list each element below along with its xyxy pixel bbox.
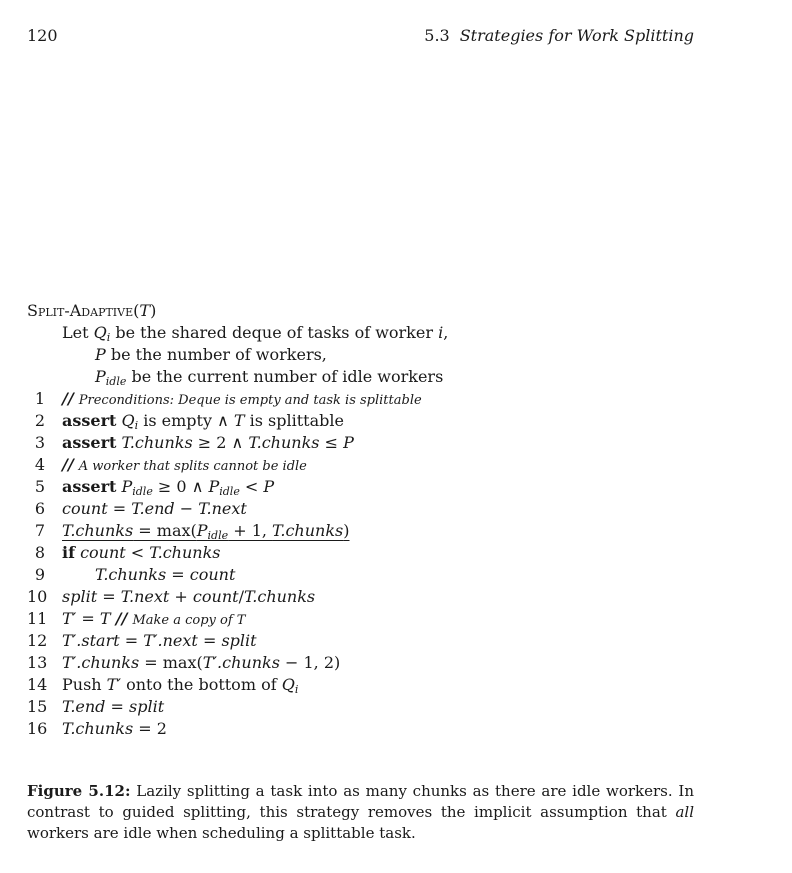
code-line-16: 16 T.chunks = 2	[27, 719, 167, 738]
running-head	[424, 26, 694, 45]
figure-caption	[27, 781, 694, 844]
line-number: 16	[27, 719, 48, 738]
line-number: 5	[34, 477, 45, 496]
code-line-11: 11 T′ = T // Make a copy of T	[27, 609, 246, 628]
caption-label: Figure 5.12:	[27, 782, 131, 800]
line-number: 15	[27, 697, 48, 716]
line-number: 9	[34, 565, 45, 584]
algorithm-name: Split-Adaptive	[27, 301, 134, 320]
code-line-12: 12 T′.start = T′.next = split	[27, 631, 257, 650]
line-number: 7	[34, 521, 45, 540]
code-line-9: 9 T.chunks = count	[27, 564, 707, 586]
line-number: 1	[34, 389, 45, 408]
code-line-1: 1 // Preconditions: Deque is empty and task is splittable	[27, 388, 707, 410]
code-line-6: 6 count = T.end − T.next	[27, 498, 707, 520]
code-line-8: 8 if count < T.chunks	[27, 542, 707, 564]
code-line-2: 2 assert $Q_i$ is empty ∧ T is splittable	[27, 410, 707, 432]
line-number: 6	[34, 499, 45, 518]
code-line-14: 14 Push T′ onto the bottom of $Q_i$	[27, 675, 299, 696]
code-line-4: 4 // A worker that splits cannot be idle	[27, 454, 707, 476]
line-number: 2	[34, 411, 45, 430]
code-line-5: 5 assert $P_{idle} \ge 0$ ∧ $P_{idle} < P$	[27, 476, 707, 498]
code-line-15: 15 T.end = split	[27, 697, 165, 716]
page-number: 120	[27, 26, 58, 45]
preamble-line-2: P be the number of workers,	[95, 345, 327, 364]
section-number: 5.3	[424, 26, 450, 45]
code-line-10: 10 split = T.next + count/T.chunks	[27, 587, 316, 606]
algorithm-block	[27, 300, 707, 740]
code-line-7: 7 T.chunks = $\max(P_{idle} + 1$, T.chunks)	[27, 520, 707, 542]
algorithm-param: T	[139, 301, 151, 320]
caption-text: Lazily splitting a task into as many chunks as there are idle workers. In contrast to guided splitting, this strategy removes the implicit assumption that all workers are idle when scheduling a splittable task.	[27, 782, 694, 842]
line-number: 4	[34, 455, 45, 474]
preamble-line-3: $P_{idle}$ be the current number of idle workers	[95, 367, 444, 388]
preamble-line-1: Let $Q_i$ be the shared deque of tasks of worker i,	[62, 323, 449, 344]
line-number: 3	[34, 433, 45, 452]
line-number: 10	[27, 587, 48, 606]
line-number: 12	[27, 631, 48, 650]
code-line-13: 13 T′.chunks = max(T′.chunks − 1, 2)	[27, 653, 341, 672]
line-number: 11	[27, 609, 48, 628]
code-line-3: 3 assert T.chunks ≥ 2 ∧ T.chunks ≤ P	[27, 432, 707, 454]
page-header	[27, 26, 694, 48]
algorithm-title: Split-Adaptive(T)	[27, 301, 157, 320]
section-title: Strategies for Work Splitting	[459, 26, 694, 45]
line-number: 14	[27, 675, 48, 694]
line-number: 13	[27, 653, 48, 672]
line-number: 8	[34, 543, 45, 562]
